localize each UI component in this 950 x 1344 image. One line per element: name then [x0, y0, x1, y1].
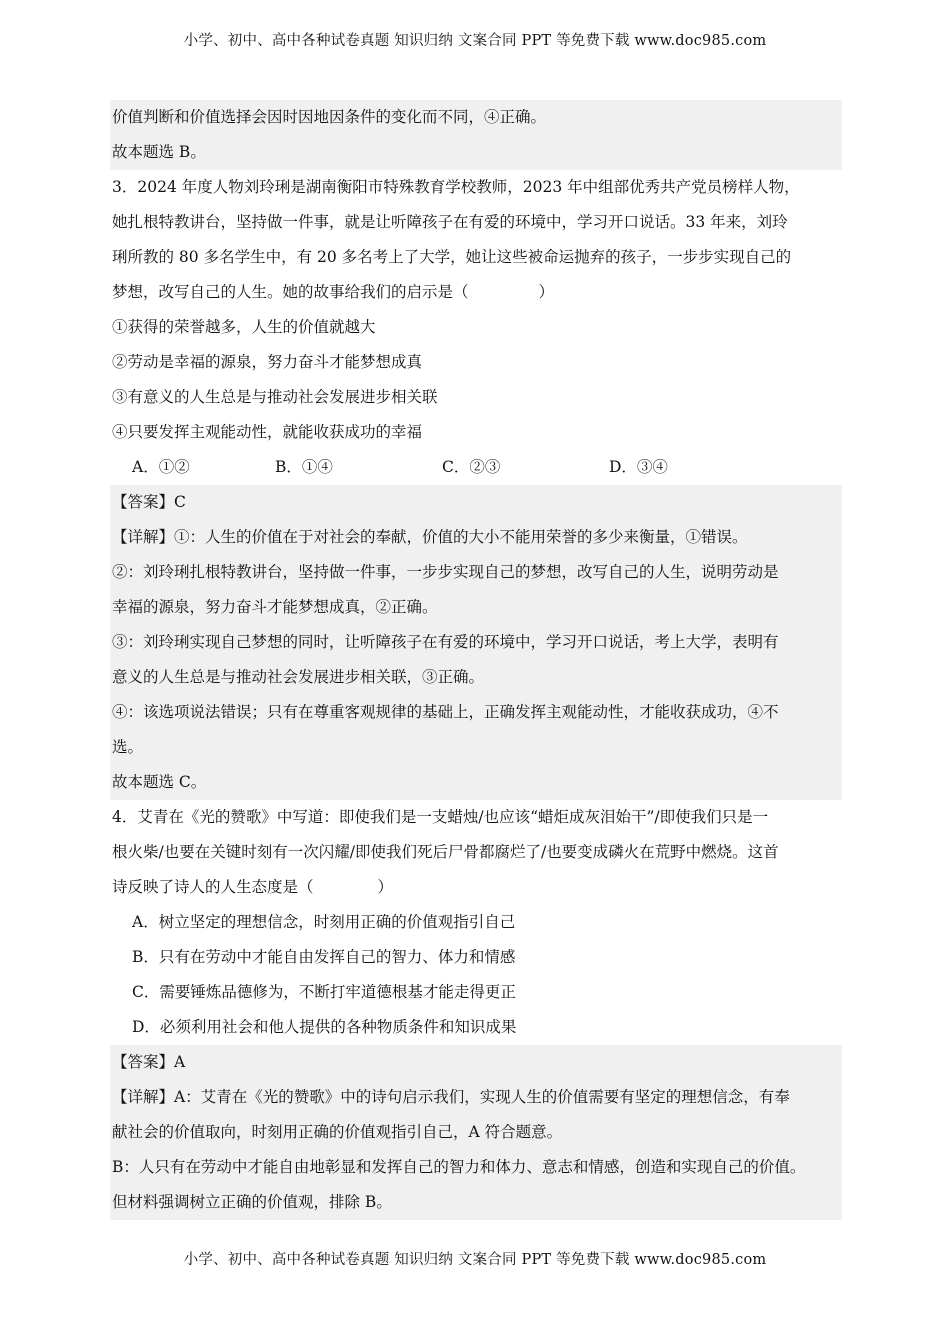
- question-4: [110, 800, 842, 1220]
- option-c: C．需要锤炼品德修为，不断打牢道德根基才能走得更正: [132, 983, 516, 1001]
- answer-block: [110, 485, 842, 800]
- answer-label: 【答案】: [112, 1053, 175, 1071]
- option-d: D．③④: [609, 458, 668, 476]
- question-stem-line: [110, 275, 842, 310]
- question-stem-text: 梦想，改写自己的人生。她的故事给我们的启示是（: [112, 283, 469, 301]
- detail-line: [110, 1080, 842, 1115]
- detail-line: ②：刘玲琍扎根特教讲台，坚持做一件事，一步步实现自己的梦想，改写自己的人生，说明劳动是: [112, 563, 779, 581]
- detail-line: B：人只有在劳动中才能自由地彰显和发挥自己的智力和体力、意志和情感，创造和实现自己的价值。: [112, 1158, 806, 1176]
- option-b: B．①④: [275, 458, 333, 476]
- answer-line: [110, 1045, 842, 1080]
- option-d: D．必须利用社会和他人提供的各种物质条件和知识成果: [132, 1018, 517, 1036]
- question-blank-close: ）: [538, 283, 555, 301]
- answer-value: A: [174, 1053, 186, 1071]
- question-stem-line: [110, 870, 842, 905]
- question-stem-text: 诗反映了诗人的人生态度是（: [112, 878, 314, 896]
- question-stem-line: 根火柴/也要在关键时刻有一次闪耀/即使我们死后尸骨都腐烂了/也要变成磷火在荒野中燃烧。这首: [112, 843, 779, 861]
- answer-value: C: [174, 493, 186, 511]
- statement-item: ①获得的荣誉越多，人生的价值就越大: [112, 318, 376, 336]
- detail-line: ④：该选项说法错误；只有在尊重客观规律的基础上，正确发挥主观能动性，才能收获成功，④不: [112, 703, 779, 721]
- statement-item: ④只要发挥主观能动性，就能收获成功的幸福: [112, 423, 423, 441]
- question-3: [110, 170, 842, 800]
- detail-line: 故本题选 C。: [112, 773, 207, 791]
- page-footer: 小学、初中、高中各种试卷真题 知识归纳 文案合同 PPT 等免费下载 www.doc985.com: [183, 1252, 767, 1268]
- option-a: A．①②: [132, 458, 190, 476]
- option-a: A．树立坚定的理想信念，时刻用正确的价值观指引自己: [132, 913, 516, 931]
- detail-line: 故本题选 B。: [112, 143, 206, 161]
- page-header: 小学、初中、高中各种试卷真题 知识归纳 文案合同 PPT 等免费下载 www.doc985.com: [183, 33, 767, 49]
- detail-line: 价值判断和价值选择会因时因地因条件的变化而不同，④正确。: [112, 108, 547, 126]
- detail-line: 幸福的源泉，努力奋斗才能梦想成真，②正确。: [112, 598, 438, 616]
- question-stem-line: 她扎根特教讲台，坚持做一件事，就是让听障孩子在有爱的环境中，学习开口说话。33 年来，刘玲: [112, 213, 788, 231]
- question-stem-line: 3．2024 年度人物刘玲琍是湖南衡阳市特殊教育学校教师，2023 年中组部优秀共产党员榜样人物，: [112, 178, 800, 196]
- question-stem-line: 琍所教的 80 多名学生中，有 20 多名考上了大学，她让这些被命运抛弃的孩子，一步步实现自己的: [112, 248, 792, 266]
- detail-line: 献社会的价值取向，时刻用正确的价值观指引自己，A 符合题意。: [112, 1123, 563, 1141]
- detail-line: ③：刘玲琍实现自己梦想的同时，让听障孩子在有爱的环境中，学习开口说话，考上大学，表明有: [112, 633, 779, 651]
- detail-label: 【详解】: [112, 1088, 175, 1106]
- statement-item: ②劳动是幸福的源泉，努力奋斗才能梦想成真: [112, 353, 423, 371]
- option-c: C．②③: [442, 458, 501, 476]
- detail-text: A：艾青在《光的赞歌》中的诗句启示我们，实现人生的价值需要有坚定的理想信念，有奉: [174, 1088, 790, 1106]
- detail-line: 意义的人生总是与推动社会发展进步相关联，③正确。: [112, 668, 485, 686]
- detail-line: 选。: [112, 738, 144, 756]
- answer-block: [110, 1045, 842, 1220]
- detail-text: ①：人生的价值在于对社会的奉献，价值的大小不能用荣誉的多少来衡量，①错误。: [174, 528, 748, 546]
- options-row: [110, 450, 842, 485]
- question-stem-line: 4．艾青在《光的赞歌》中写道：即使我们是一支蜡烛/也应该“蜡炬成灰泪始干”/即使我们只是一: [112, 808, 769, 826]
- answer-line: [110, 485, 842, 520]
- option-b: B．只有在劳动中才能自由发挥自己的智力、体力和情感: [132, 948, 516, 966]
- document-body: [110, 100, 842, 1220]
- detail-line: [110, 520, 842, 555]
- previous-detail-block: [110, 100, 842, 170]
- detail-line: 但材料强调树立正确的价值观，排除 B。: [112, 1193, 392, 1211]
- detail-label: 【详解】: [112, 528, 175, 546]
- question-blank-close: ）: [377, 878, 394, 896]
- answer-label: 【答案】: [112, 493, 175, 511]
- statement-item: ③有意义的人生总是与推动社会发展进步相关联: [112, 388, 438, 406]
